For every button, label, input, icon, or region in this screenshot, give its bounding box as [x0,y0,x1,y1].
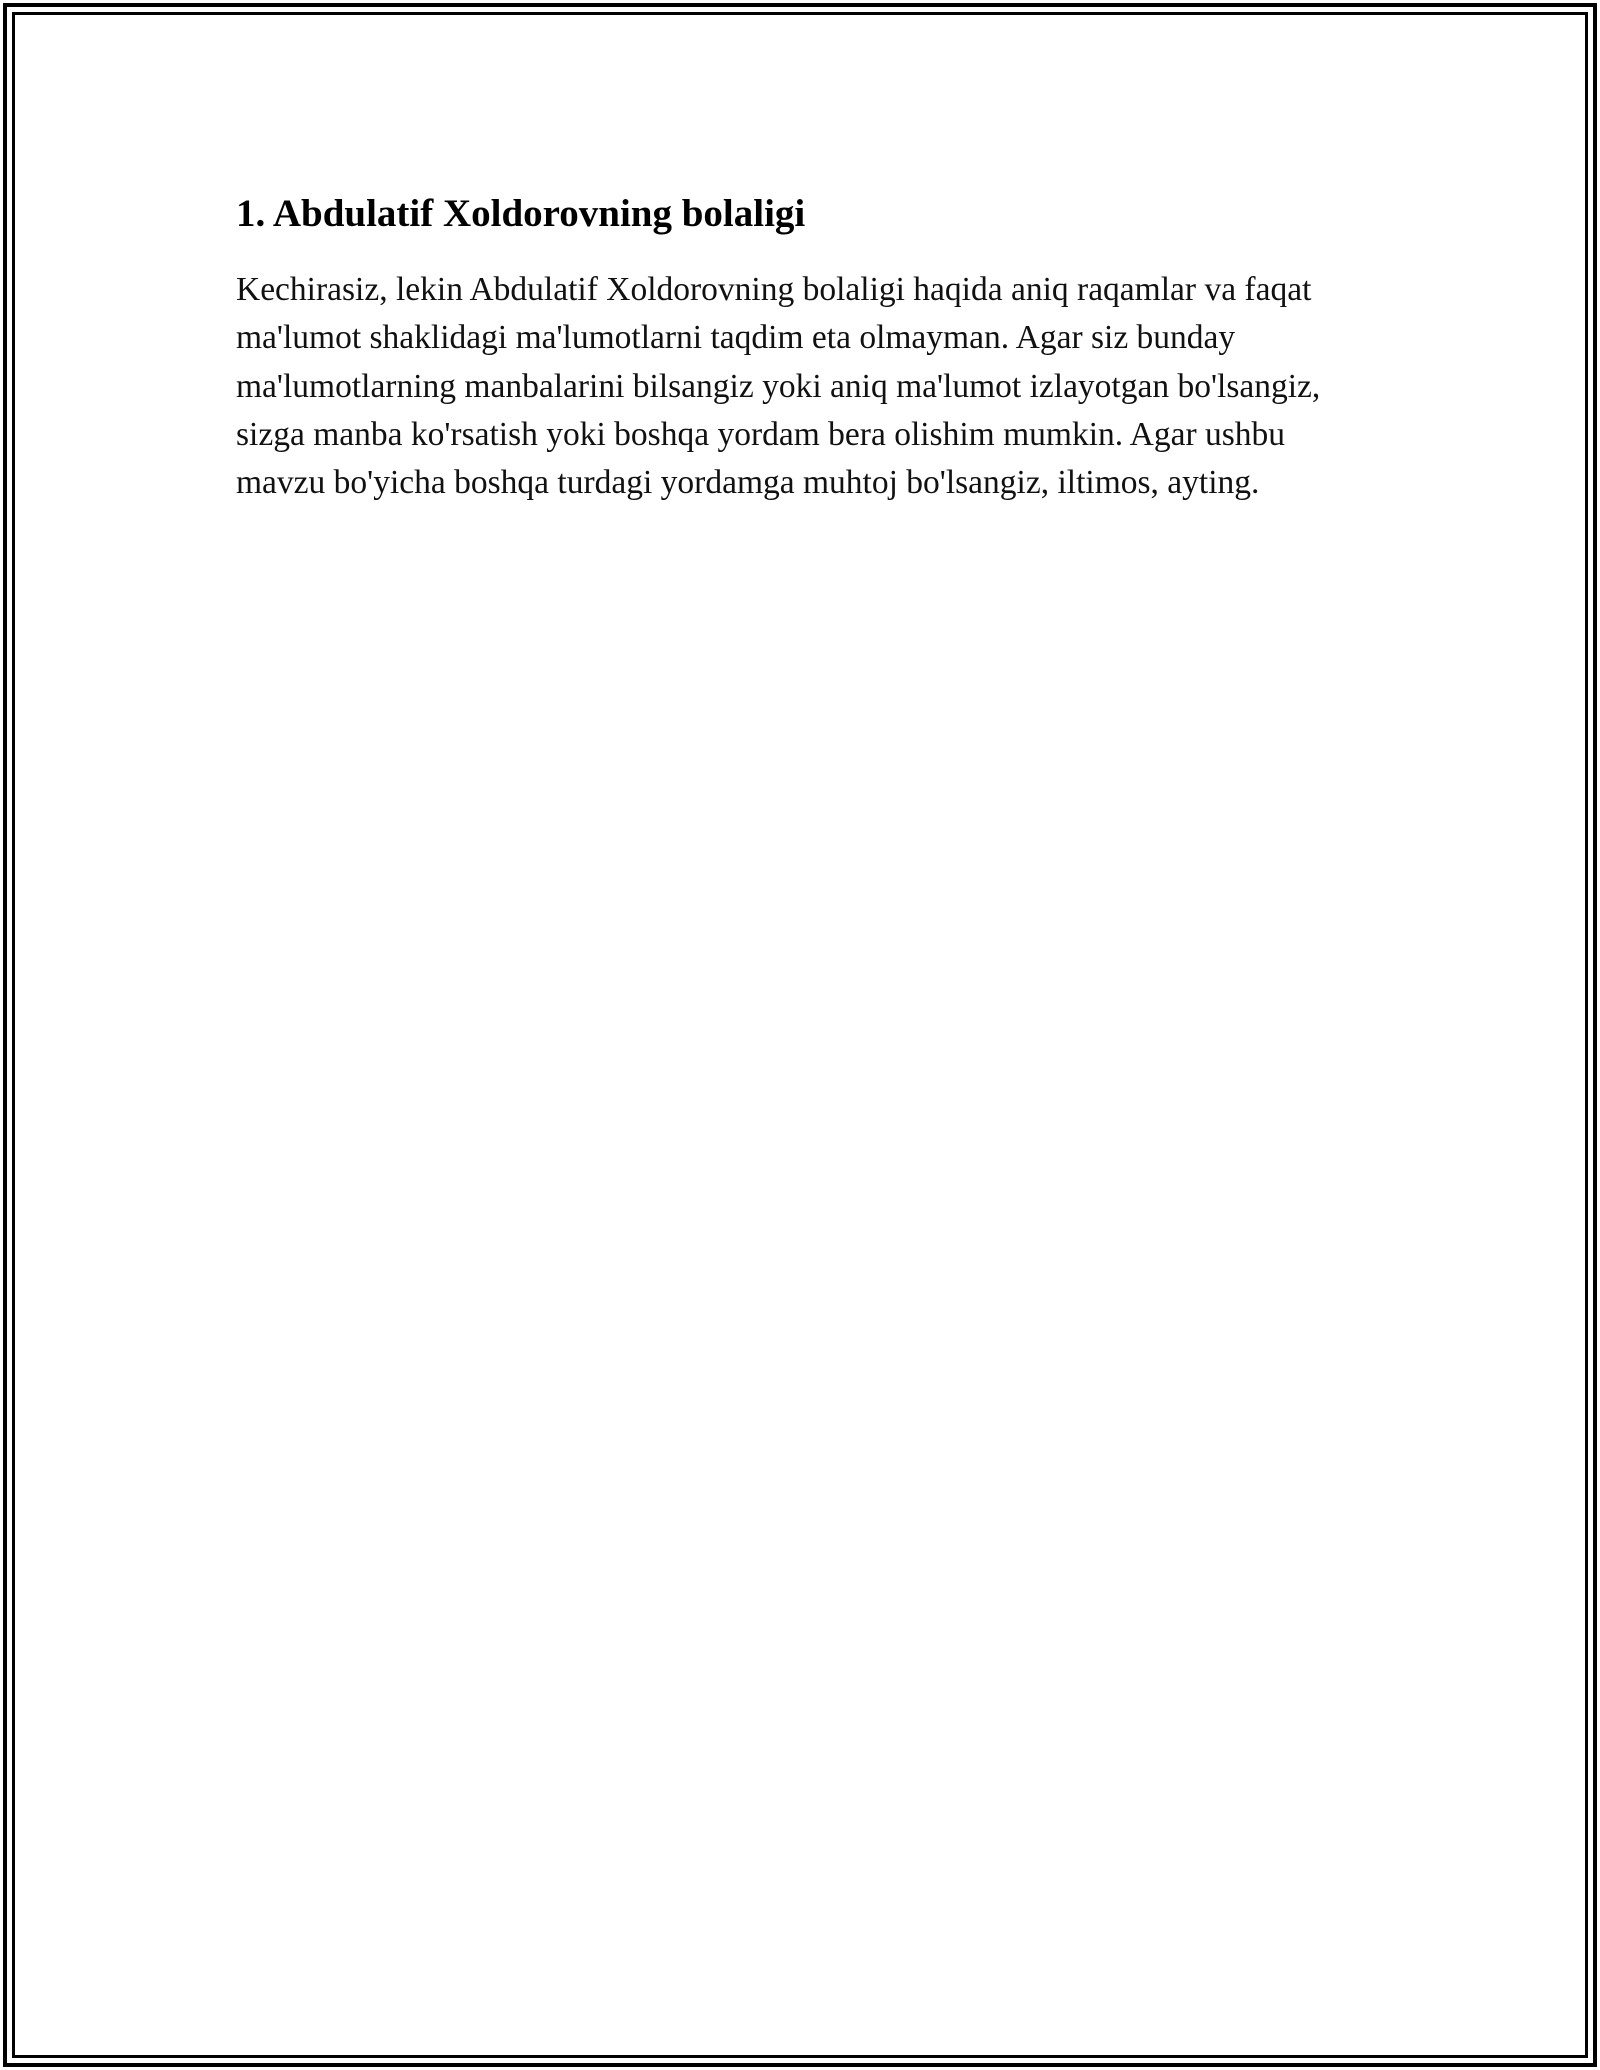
section-heading: 1. Abdulatif Xoldorovning bolaligi [236,192,806,235]
section-paragraph: Kechirasiz, lekin Abdulatif Xoldorovning bolaligi haqida aniq raqamlar va faqat ma'lumot shaklidagi ma'lumotlarni taqdim eta olmayman. Agar siz bunday ma'lumotlarning manbalarini bilsangiz yoki aniq ma'lumot izlayotgan bo'lsangiz, sizga manba ko'rsatish yoki boshqa yordam bera olishim mumkin. Agar ushbu mavzu bo'yicha boshqa turdagi yordamga muhtoj bo'lsangiz, iltimos, ayting. [236,271,1321,502]
document-content [236,186,1356,507]
